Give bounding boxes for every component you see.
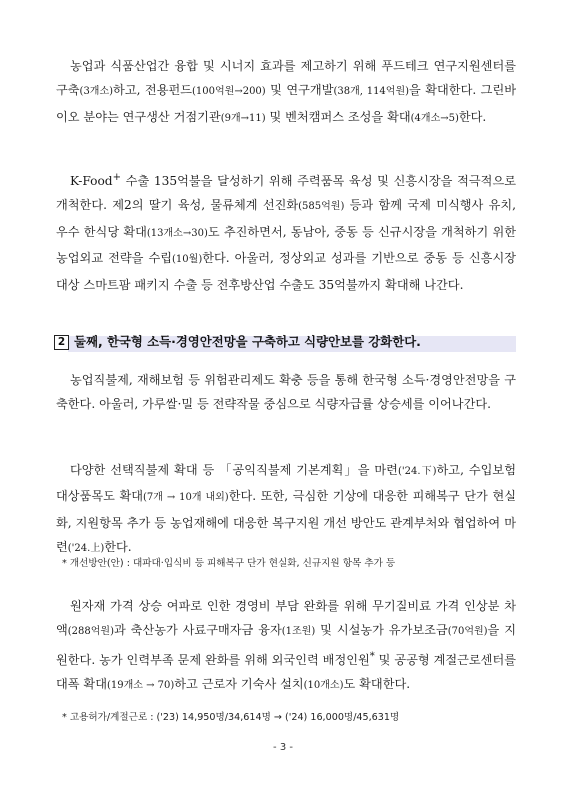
paragraph-foodtech bbox=[56, 54, 516, 131]
text-run: 을 지원한다. 농가 인력부족 문제 완화를 위해 외국인력 배정인원 bbox=[56, 623, 516, 667]
text-run-small: (288억원) bbox=[67, 626, 114, 638]
footnote-employment-permit: * 고용허가/계절근로 : ('23) 14,950명/34,614명 → ('24) 16,000명/45,631명 bbox=[62, 712, 400, 723]
text-run-small: (19개소 → 70) bbox=[106, 680, 175, 692]
paragraph-direct-payment bbox=[56, 458, 516, 562]
paragraph-safety-net: 농업직불제, 재해보험 등 위험관리제도 확충 등을 통해 한국형 소득·경영안전망을 구축한다. 아울러, 가루쌀·밀 등 전략작물 중심으로 식량자급률 상승세를 이어나간다. bbox=[56, 373, 516, 412]
text-run: 과 축산농가 사료구매자금 융자 bbox=[114, 623, 282, 638]
text-run: 다양한 선택직불제 확대 등 「공익직불제 기본계획」을 마련 bbox=[70, 463, 398, 477]
text-run-small: (3개소) bbox=[79, 86, 114, 98]
text-run-small: (585억원) bbox=[298, 201, 345, 213]
paragraph-kfood-export bbox=[56, 166, 516, 297]
paragraph-cost-relief bbox=[56, 594, 516, 699]
text-run: 한다. bbox=[104, 540, 132, 555]
text-run-small: (13개소→30) bbox=[146, 227, 208, 239]
text-run-small: (9개→11) bbox=[220, 112, 266, 124]
text-run-small: (7개 → 10개 내외) bbox=[143, 492, 229, 504]
section-heading-text: 둘째, 한국형 소득·경영안전망을 구축하고 식량안보를 강화한다. bbox=[74, 334, 421, 349]
section-number-box: 2 bbox=[54, 335, 69, 350]
text-run: 을 확대한다. 그린바이오 분야는 연구생산 거점기관 bbox=[56, 83, 516, 124]
text-run: 원자재 가격 상승 여파로 인한 경영비 부담 완화를 위해 무기질비료 가격 인상분 차액 bbox=[56, 599, 516, 638]
text-run: 도 추진하면서, 동남아, 중동 등 신규시장을 개척하기 위한 농업외교 전략을 수립 bbox=[56, 224, 516, 266]
text-run-small: (38개, 114억원) bbox=[333, 86, 410, 98]
text-run: 한다. 아울러, 정상외교 성과를 기반으로 중동 등 신흥시장 대상 스마트팜 패키지 수출 등 전후방산업 수출도 35억불까지 확대해 나간다. bbox=[56, 251, 516, 292]
text-run-small: (4개소→5) bbox=[410, 112, 459, 124]
text-run: 농업과 식품산업간 융합 및 시너지 효과를 제고하기 위해 푸드테크 연구지원센터를 구축 bbox=[56, 59, 516, 98]
text-run-small: (10개소) bbox=[303, 680, 344, 692]
text-run: 및 공공형 계절근로센터를 대폭 확대 bbox=[56, 652, 516, 692]
text-run-small: (1조원) bbox=[281, 626, 316, 638]
footnote-improvement-plan: * 개선방안(안) : 대파대·입식비 등 피해복구 단가 현실화, 신규지원 항목 추가 등 bbox=[62, 558, 396, 569]
text-run: 하고 근로자 기숙사 설치 bbox=[174, 677, 304, 692]
text-run: 한다. bbox=[458, 109, 487, 124]
text-run: 하고, 전용펀드 bbox=[113, 83, 193, 98]
text-run: K-Food bbox=[70, 174, 113, 189]
superscript-mark: + bbox=[112, 172, 121, 183]
text-run-small: (70억원) bbox=[447, 626, 488, 638]
text-run: 한다. 또한, 극심한 기상에 대응한 피해복구 단가 현실화, 지원항목 추가 등 농업재해에 대응한 복구지원 개선 방안도 관계부처와 협업하여 마련 bbox=[56, 489, 516, 555]
text-run: 도 확대한다. bbox=[343, 677, 411, 692]
text-run: 하고, 수입보험 대상품목도 확대 bbox=[56, 463, 516, 504]
text-run: 및 벤처캠퍼스 조성을 확대 bbox=[265, 109, 411, 124]
page-number: - 3 - bbox=[273, 742, 293, 753]
text-run-small: (10월) bbox=[172, 254, 203, 266]
text-run-small: (100억원→200) bbox=[192, 86, 266, 98]
text-run: 등과 함께 국제 미식행사 유치, 우수 한식당 확대 bbox=[56, 198, 516, 239]
text-run: 및 시설농가 유가보조금 bbox=[315, 623, 448, 638]
text-run: 수출 135억불을 달성하기 위해 주력품목 육성 및 신흥시장을 적극적으로 개척한다. 제2의 딸기 육성, 물류체계 선진화 bbox=[56, 174, 516, 213]
section-heading bbox=[54, 330, 514, 354]
superscript-mark: * bbox=[369, 650, 375, 662]
text-run-small: ('24.下) bbox=[397, 466, 437, 477]
text-run-small: ('24.上) bbox=[67, 543, 105, 555]
text-run: 및 연구개발 bbox=[265, 83, 334, 98]
